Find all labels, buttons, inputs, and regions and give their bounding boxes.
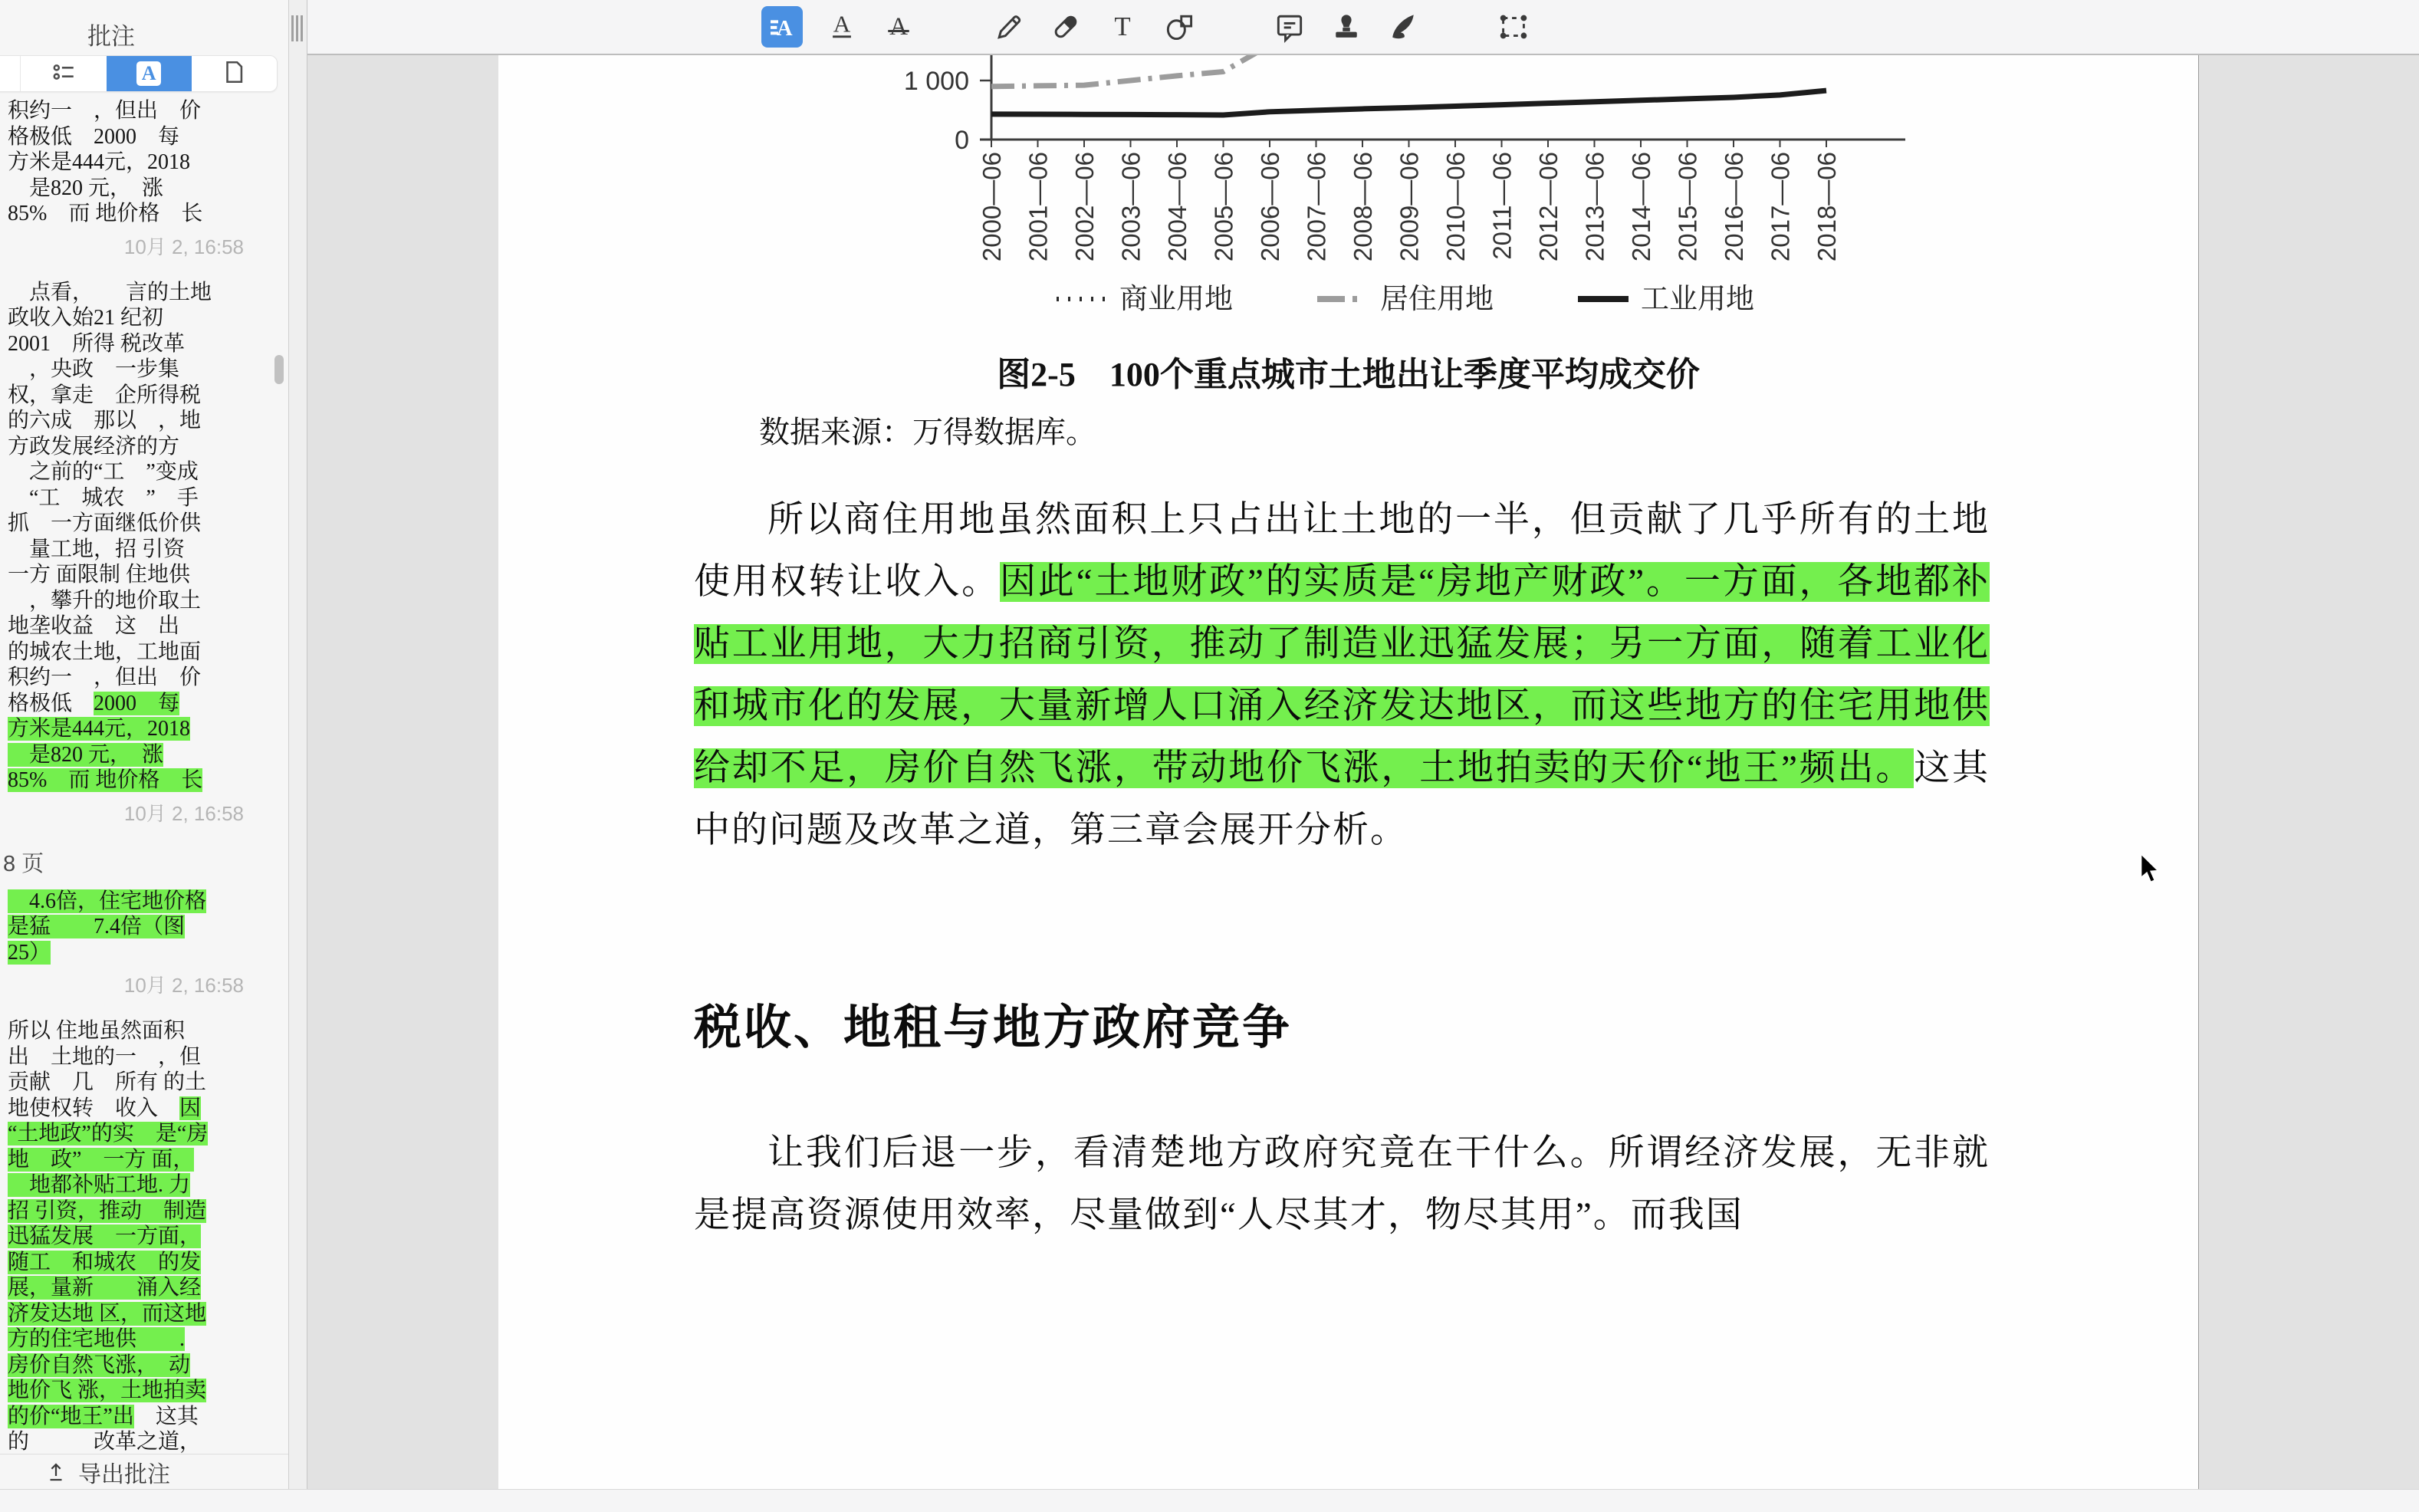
annotation-line: [8, 613, 265, 639]
x-axis-tick-label: 2013—06: [1580, 152, 1609, 262]
x-axis-tick-label: 2009—06: [1395, 152, 1424, 262]
tab-hidden[interactable]: [0, 56, 20, 91]
plain-text: 的六成 那以 ，地: [8, 409, 202, 432]
y-axis-tick-label: 0: [955, 126, 969, 155]
x-axis-tick-label: 2002—06: [1070, 152, 1099, 262]
annotation-line: [8, 201, 265, 227]
plain-text: 抓 一方面继低价供: [8, 511, 202, 535]
annotation-line: [8, 1198, 265, 1224]
annotation-line: [8, 768, 265, 794]
highlighted-text: 随工 和城农 的发: [8, 1250, 202, 1274]
export-annotations-button[interactable]: [0, 1454, 288, 1489]
stamp-tool[interactable]: [1329, 9, 1364, 44]
annotation-list: [0, 90, 288, 1454]
series-工业用地: [991, 90, 1826, 115]
x-axis-tick-label: 2000—06: [978, 152, 1006, 262]
page-number-label: 8 页: [3, 851, 44, 876]
annotation-line: [8, 1224, 265, 1250]
x-axis-tick-label: 2005—06: [1209, 152, 1238, 262]
x-axis-tick-label: 2012—06: [1534, 152, 1563, 262]
plain-text: 是820 元， 涨: [8, 176, 164, 200]
annotation-line: [8, 1404, 265, 1430]
annotation-line: [8, 940, 265, 966]
annotation-line: [8, 1301, 265, 1327]
annotation-line: [8, 537, 265, 563]
underline-tool[interactable]: [824, 9, 859, 44]
plain-text: 出 土地的一 ，但: [8, 1044, 202, 1069]
annotation-line: [8, 716, 265, 742]
export-label: 导出批注: [78, 1461, 170, 1487]
y-axis-tick-label: 1 000: [903, 67, 969, 96]
annotation-line: [8, 1250, 265, 1276]
annotation-a-icon: A: [136, 61, 161, 86]
annotation-line: [8, 434, 265, 460]
plain-text: ，攀升的地价取土: [8, 588, 202, 613]
shapes-tool[interactable]: [1162, 9, 1197, 44]
x-axis-tick-label: 2018—06: [1813, 152, 1841, 262]
annotation-line: [8, 1172, 265, 1198]
annotation-line: [8, 1429, 265, 1454]
highlighted-text: 地价飞 涨，土地拍卖: [8, 1379, 207, 1402]
x-axis-tick-label: 2014—06: [1627, 152, 1655, 262]
x-axis-tick-label: 2011—06: [1487, 152, 1517, 260]
x-axis-tick-label: 2006—06: [1256, 152, 1284, 262]
plain-text: 之前的“工 ”变成: [8, 460, 199, 484]
annotation-line: [8, 1044, 265, 1070]
annotation-line: [8, 383, 265, 409]
annotation-line: [8, 1378, 265, 1404]
annotation-line: [8, 485, 265, 511]
section-heading: 税收、地租与地方政府竞争: [694, 1002, 1293, 1054]
highlighted-text: 房价自然飞涨， 动: [8, 1353, 191, 1377]
tab-outline-list[interactable]: [20, 56, 106, 91]
document-viewport: [307, 0, 2419, 1489]
annotation-line: [8, 665, 265, 691]
highlighted-text: 2000 每: [94, 691, 180, 715]
annotation-line: [8, 691, 265, 717]
legend-label: 商业用地: [1119, 284, 1233, 315]
annotation-entry[interactable]: [8, 98, 265, 260]
export-upload-icon: [44, 1461, 67, 1484]
x-axis-tick-label: 2017—06: [1766, 152, 1795, 262]
tab-pages[interactable]: [192, 56, 277, 91]
highlighted-text: 济发达地 区，而这地: [8, 1301, 207, 1326]
plain-text: 方米是444元，2018: [8, 150, 191, 174]
annotation-line: [8, 459, 265, 485]
highlighted-text: 招 引资，推动 制造: [8, 1198, 207, 1223]
highlighted-text: 方米是444元，2018: [8, 717, 191, 741]
x-axis-tick-label: 2010—06: [1441, 152, 1470, 262]
plain-text: 这其: [133, 1404, 199, 1428]
sidebar-scrollbar-thumb[interactable]: [274, 355, 284, 384]
strikethrough-tool[interactable]: [881, 9, 916, 44]
highlighted-text: 地 政” 一方 面，: [8, 1147, 195, 1172]
annotation-line: [8, 280, 265, 306]
plain-text: 积约一 ，但出 价: [8, 99, 202, 123]
plain-text: 的 改革之道，: [8, 1430, 202, 1454]
note-tool[interactable]: [1272, 9, 1307, 44]
highlighted-text: 的价“地王”出: [8, 1404, 134, 1428]
signature-pen-tool[interactable]: [1385, 9, 1421, 44]
eraser-tool[interactable]: [1048, 9, 1083, 44]
page-icon: [221, 59, 247, 89]
annotation-line: [8, 176, 265, 202]
figure-caption: 图2-5 100个重点城市土地出让季度平均成交价: [997, 356, 1700, 393]
svg-text:A: A: [889, 13, 908, 41]
annotation-line: [8, 305, 265, 331]
sidebar-title: 批注: [87, 23, 135, 50]
annotation-line: [8, 150, 265, 176]
annotation-line: [8, 1121, 265, 1147]
mouse-cursor: [2136, 853, 2164, 884]
highlighted-text: 因此“土地财政”的实质是“房地产财政”。一方面，各地都补贴工业用地，大力招商引资，推动了制造业迅猛发展；另一方面，随着工业化和城市化的发展，大量新增人口涌入经济发达地区，而这些地方的住宅用地供给却不足，房价自然飞涨，带动地价飞涨，土地拍卖的天价“地王”频出。: [694, 562, 1990, 788]
document-page: [498, 55, 2199, 1489]
annotation-line: [8, 588, 265, 614]
highlight-text-tool[interactable]: [761, 6, 803, 48]
x-axis-tick-label: 2015—06: [1673, 152, 1702, 262]
annotation-entry[interactable]: [8, 889, 265, 999]
series-居住用地: [991, 55, 1270, 87]
sidebar-splitter[interactable]: [289, 0, 307, 1489]
annotation-line: [8, 562, 265, 588]
highlighted-text: 是820 元， 涨: [8, 742, 164, 767]
tab-text-annotations[interactable]: [107, 56, 192, 91]
annotation-line: [8, 742, 265, 768]
plain-text: 这其中的问题及改革之道，第三章会展开分析。: [694, 748, 1990, 850]
highlighted-text: 因: [179, 1096, 202, 1120]
legend-label: 工业用地: [1641, 284, 1754, 315]
annotation-line: [8, 1326, 265, 1353]
annotation-line: [8, 914, 265, 940]
plain-text: “工 城农 ” 手: [8, 485, 199, 510]
body-paragraph-2: [694, 1122, 1990, 1247]
plain-text: 一方 面限制 住地供: [8, 563, 191, 587]
plain-text: 格极低: [8, 691, 94, 715]
plain-text: 的城农土地，工地面: [8, 639, 202, 664]
plain-text: 2001 所得 税改革: [8, 331, 186, 356]
highlighted-text: 方的住宅地供 .: [8, 1327, 186, 1351]
svg-text:T: T: [1114, 12, 1131, 42]
highlighted-text: 地都补贴工地. 力: [8, 1173, 191, 1197]
x-axis-tick-label: 2004—06: [1163, 152, 1191, 262]
annotation-line: [8, 357, 265, 383]
x-axis-tick-label: 2003—06: [1116, 152, 1145, 262]
plain-text: 85% 而 地价格 长: [8, 202, 203, 225]
annotation-entry[interactable]: [8, 280, 265, 827]
annotation-line: [8, 889, 265, 915]
annotation-line: [8, 1018, 265, 1044]
annotation-line: [8, 124, 265, 150]
x-axis-tick-label: 2016—06: [1720, 152, 1748, 262]
splitter-grip: [291, 15, 294, 41]
legend-label: 居住用地: [1380, 284, 1494, 315]
plain-text: 地使权转 收入: [8, 1096, 180, 1120]
text-tool[interactable]: [1105, 9, 1140, 44]
annotations-sidebar: [0, 0, 289, 1489]
plain-text: 所以 住地虽然面积: [8, 1019, 186, 1043]
x-axis-tick-label: 2007—06: [1302, 152, 1331, 262]
plain-text: 地垄收益 这 出: [8, 614, 180, 638]
plain-text: 量工地，招 引资: [8, 537, 186, 561]
plain-text: 方政发展经济的方: [8, 434, 180, 459]
annotation-timestamp: 10月 2, 16:58: [123, 801, 244, 825]
svg-text:A: A: [777, 16, 793, 41]
annotation-entry[interactable]: [8, 1018, 265, 1454]
plain-text: 格极低 2000 每: [8, 124, 180, 149]
annotation-line: [8, 1096, 265, 1122]
plain-text: 贡献 几 所有 的土: [8, 1070, 207, 1094]
annotation-line: [8, 1070, 265, 1096]
highlighted-text: 4.6倍，住宅地价格: [8, 889, 207, 913]
highlighted-text: 是猛 7.4倍（图: [8, 915, 186, 938]
highlighted-text: 25）: [8, 940, 51, 965]
sidebar-tabs: [0, 55, 278, 92]
plain-text: 让我们后退一步，看清楚地方政府究竟在干什么。所谓经济发展，无非就是提高资源使用效率，尽量做到“人尽其才，物尽其用”。而我国: [694, 1133, 1990, 1235]
rect-select-tool[interactable]: [1496, 9, 1531, 44]
figure-source: 数据来源：万得数据库。: [759, 415, 1096, 449]
annotation-line: [8, 511, 265, 537]
plain-text: 积约一 ，但出 价: [8, 666, 202, 689]
svg-text:A: A: [833, 10, 851, 38]
highlighted-text: 85% 而 地价格 长: [8, 768, 203, 792]
annotation-line: [8, 1275, 265, 1301]
x-axis-tick-label: 2008—06: [1349, 152, 1377, 262]
highlighted-text: “土地政”的实 是“房: [8, 1122, 209, 1146]
plain-text: 权，拿走 企所得税: [8, 383, 202, 407]
annotation-line: [8, 98, 265, 124]
highlighted-text: 展，量新 涌入经: [8, 1276, 202, 1300]
annotation-line: [8, 1147, 265, 1173]
highlighted-text: 迅猛发展 一方面，: [8, 1224, 202, 1248]
annotation-line: [8, 1353, 265, 1379]
plain-text: 政收入始21 纪初: [8, 306, 164, 330]
annotation-timestamp: 10月 2, 16:58: [123, 974, 244, 997]
bottom-bar: [0, 1489, 2419, 1512]
annotation-line: [8, 639, 265, 666]
annotation-timestamp: 10月 2, 16:58: [123, 235, 244, 258]
plain-text: ，央政 一步集: [8, 357, 180, 381]
list-icon: [51, 59, 77, 89]
plain-text: 所以商住用地虽然面积上只占出让土地的一半，但贡献了几乎所有的土地使用权转让收入。: [694, 500, 1990, 602]
annotation-line: [8, 408, 265, 434]
pencil-tool[interactable]: [991, 9, 1027, 44]
annotation-line: [8, 331, 265, 357]
body-paragraph-1: [694, 489, 1990, 862]
plain-text: 点看， 言的土地: [8, 280, 212, 304]
x-axis-tick-label: 2001—06: [1024, 152, 1053, 262]
annotation-toolbar: [307, 0, 2419, 55]
